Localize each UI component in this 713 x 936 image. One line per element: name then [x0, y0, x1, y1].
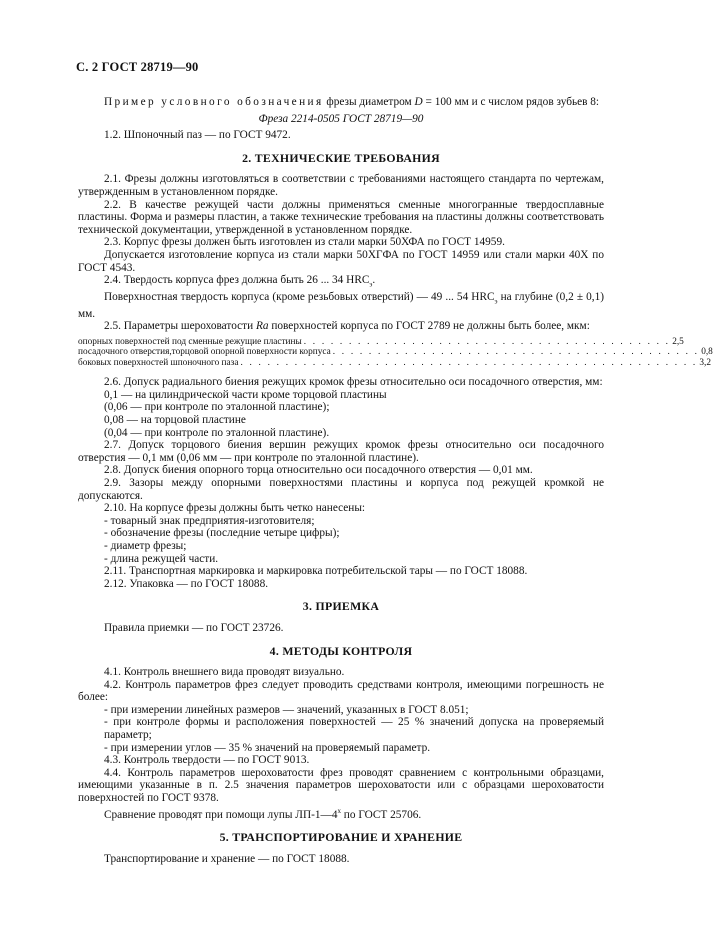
- section-2-heading: 2. ТЕХНИЧЕСКИЕ ТРЕБОВАНИЯ: [242, 150, 440, 165]
- clause-2-4-sub: э: [369, 280, 373, 289]
- clause-4-4: 4.4. Контроль параметров шероховатости фрез проводят сравнением с контрольными образцами, имеющими указанные в п. 2.5 значения параметров шероховатости или с образцами шероховатости поверхностей по ГОСТ 9378.: [78, 766, 604, 805]
- roughness-label: боковых поверхностей шпоночного паза: [78, 357, 239, 368]
- roughness-value: 3,2: [699, 357, 712, 368]
- clause-2-10-line: - длина режущей части.: [104, 552, 219, 565]
- example-var-d: D: [414, 96, 423, 108]
- roughness-table: [78, 337, 713, 368]
- clause-2-3-note: Допускается изготовление корпуса из стали марки 50ХГФА по ГОСТ 14959 или стали марки 40Х по ГОСТ 4543.: [78, 248, 604, 274]
- clause-4-4-note: [78, 805, 604, 821]
- section-5-heading: 5. ТРАНСПОРТИРОВАНИЕ И ХРАНЕНИЕ: [219, 829, 463, 844]
- clause-2-8: 2.8. Допуск биения опорного торца относительно оси посадочного отверстия — 0,01 мм.: [104, 464, 533, 477]
- clause-4-2: 4.2. Контроль параметров фрез следует проводить средствами контроля, имеющими погрешность не более:: [78, 678, 604, 704]
- clause-1-2: 1.2. Шпоночный паз — по ГОСТ 9472.: [104, 129, 291, 142]
- clause-4-3: 4.3. Контроль твердости — по ГОСТ 9013.: [104, 754, 310, 767]
- clause-2-5-b: поверхностей корпуса по ГОСТ 2789 не должны быть более, мкм:: [268, 320, 590, 333]
- section-4-heading: 4. МЕТОДЫ КОНТРОЛЯ: [269, 643, 413, 658]
- clause-2-4-end: .: [372, 274, 376, 287]
- example-paragraph: [78, 96, 604, 109]
- clause-2-4-surface: [78, 291, 604, 320]
- example-prefix: Пример условного обозначения: [104, 96, 324, 108]
- clause-4-4-note-sup: x: [337, 806, 341, 815]
- roughness-value: 2,5: [672, 337, 684, 347]
- dot-leader: . . . . . . . . . . . . . . . . . . . . . . . . . . . . . . . . . . . . . . . . .: [332, 347, 700, 358]
- clause-2-6-line: (0,06 — при контроле по эталонной пластине);: [104, 401, 330, 414]
- clause-2-6-line: (0,04 — при контроле по эталонной пластине).: [104, 426, 330, 439]
- roughness-row: [78, 347, 713, 358]
- roughness-value: 0,8: [701, 347, 713, 358]
- dot-leader: . . . . . . . . . . . . . . . . . . . . . . . . . . . . . . . . . . . . . . . . .: [303, 337, 671, 347]
- clause-2-6: 2.6. Допуск радиального биения режущих кромок фрезы относительно оси посадочного отверстия, мм:: [104, 376, 603, 389]
- clause-2-12: 2.12. Упаковка — по ГОСТ 18088.: [104, 577, 269, 590]
- example-designation: Фреза 2214-0505 ГОСТ 28719—90: [258, 112, 424, 125]
- clause-4-2-line: - при контроле формы и расположения поверхностей — 25 % значений допуска на проверяемый параметр;: [104, 716, 604, 742]
- section-3-heading: 3. ПРИЕМКА: [302, 599, 380, 614]
- roughness-row: [78, 357, 712, 368]
- clause-2-10-line: - обозначение фрезы (последние четыре цифры);: [104, 527, 340, 540]
- clause-2-4-surface-a: Поверхностная твердость корпуса (кроме резьбовых отверстий) — 49 ... 54 HRC: [104, 290, 495, 303]
- clause-2-10: 2.10. На корпусе фрезы должны быть четко нанесены:: [104, 502, 366, 515]
- clause-2-3: 2.3. Корпус фрезы должен быть изготовлен из стали марки 50ХФА по ГОСТ 14959.: [104, 236, 505, 249]
- clause-2-2: 2.2. В качестве режущей части должны применяться сменные многогранные твердосплавные пластины. Форма и размеры пластин, а также технические требования на пластины должны соответствовать технической документации, утвержденной в установленном порядке.: [78, 198, 604, 236]
- document-body: [78, 96, 713, 865]
- clause-2-4: [78, 274, 604, 291]
- roughness-label: опорных поверхностей под сменные режущие пластины: [78, 337, 302, 347]
- clause-2-10-line: - диаметр фрезы;: [104, 539, 187, 552]
- clause-2-4-text: 2.4. Твердость корпуса фрез должна быть 26 ... 34 HRC: [104, 274, 370, 287]
- clause-4-4-note-a: Сравнение проводят при помощи лупы ЛП-1—4: [104, 808, 338, 821]
- page-header: С. 2 ГОСТ 28719—90: [76, 60, 199, 74]
- clause-2-6-line: 0,08 — на торцовой пластине: [104, 414, 246, 426]
- clause-2-10-line: - товарный знак предприятия-изготовителя;: [104, 514, 315, 527]
- roughness-label: посадочного отверстия,торцовой опорной поверхности корпуса: [78, 347, 331, 358]
- dot-leader: . . . . . . . . . . . . . . . . . . . . . . . . . . . . . . . . . . . . . . . . . . . . . . . . . . .: [240, 357, 698, 368]
- example-text-a: фрезы диаметром: [323, 96, 415, 108]
- clause-2-6-line: 0,1 — на цилиндрической части кроме торцовой пластины: [104, 388, 387, 401]
- clause-2-5: [78, 320, 604, 333]
- clause-2-4-surface-sub: э: [494, 297, 498, 306]
- clause-2-9: 2.9. Зазоры между опорными поверхностями пластины и корпуса под режущей кромкой не допускаются.: [78, 476, 604, 502]
- clause-2-7: 2.7. Допуск торцового биения вершин режущих кромок фрезы относительно оси посадочного отверстия — 0,1 мм (0,06 мм — при контроле по эталонной пластине).: [78, 439, 604, 464]
- clause-4-2-line: - при измерении углов — 35 % значений на проверяемый параметр.: [104, 741, 431, 754]
- clause-2-5-a: 2.5. Параметры шероховатости: [104, 320, 256, 333]
- section-3-text: Правила приемки — по ГОСТ 23726.: [104, 621, 284, 634]
- clause-2-1: 2.1. Фрезы должны изготовляться в соответствии с требованиями настоящего стандарта по чертежам, утвержденным в установленном порядке.: [78, 173, 604, 198]
- section-5-text: Транспортирование и хранение — по ГОСТ 18088.: [104, 852, 350, 865]
- roughness-row: [78, 337, 684, 347]
- clause-2-4-surface-b: на глубине (0,2 ± 0,1) мм.: [78, 290, 604, 320]
- clause-4-2-line: - при измерении линейных размеров — значений, указанных в ГОСТ 8.051;: [104, 703, 469, 716]
- example-text-b: = 100 мм и с числом рядов зубьев 8:: [422, 96, 600, 108]
- clause-4-1: 4.1. Контроль внешнего вида проводят визуально.: [104, 666, 345, 679]
- clause-2-11: 2.11. Транспортная маркировка и маркировка потребительской тары — по ГОСТ 18088.: [104, 565, 528, 578]
- clause-2-5-ra: Ra: [255, 320, 269, 333]
- clause-4-4-note-b: по ГОСТ 25706.: [340, 808, 422, 821]
